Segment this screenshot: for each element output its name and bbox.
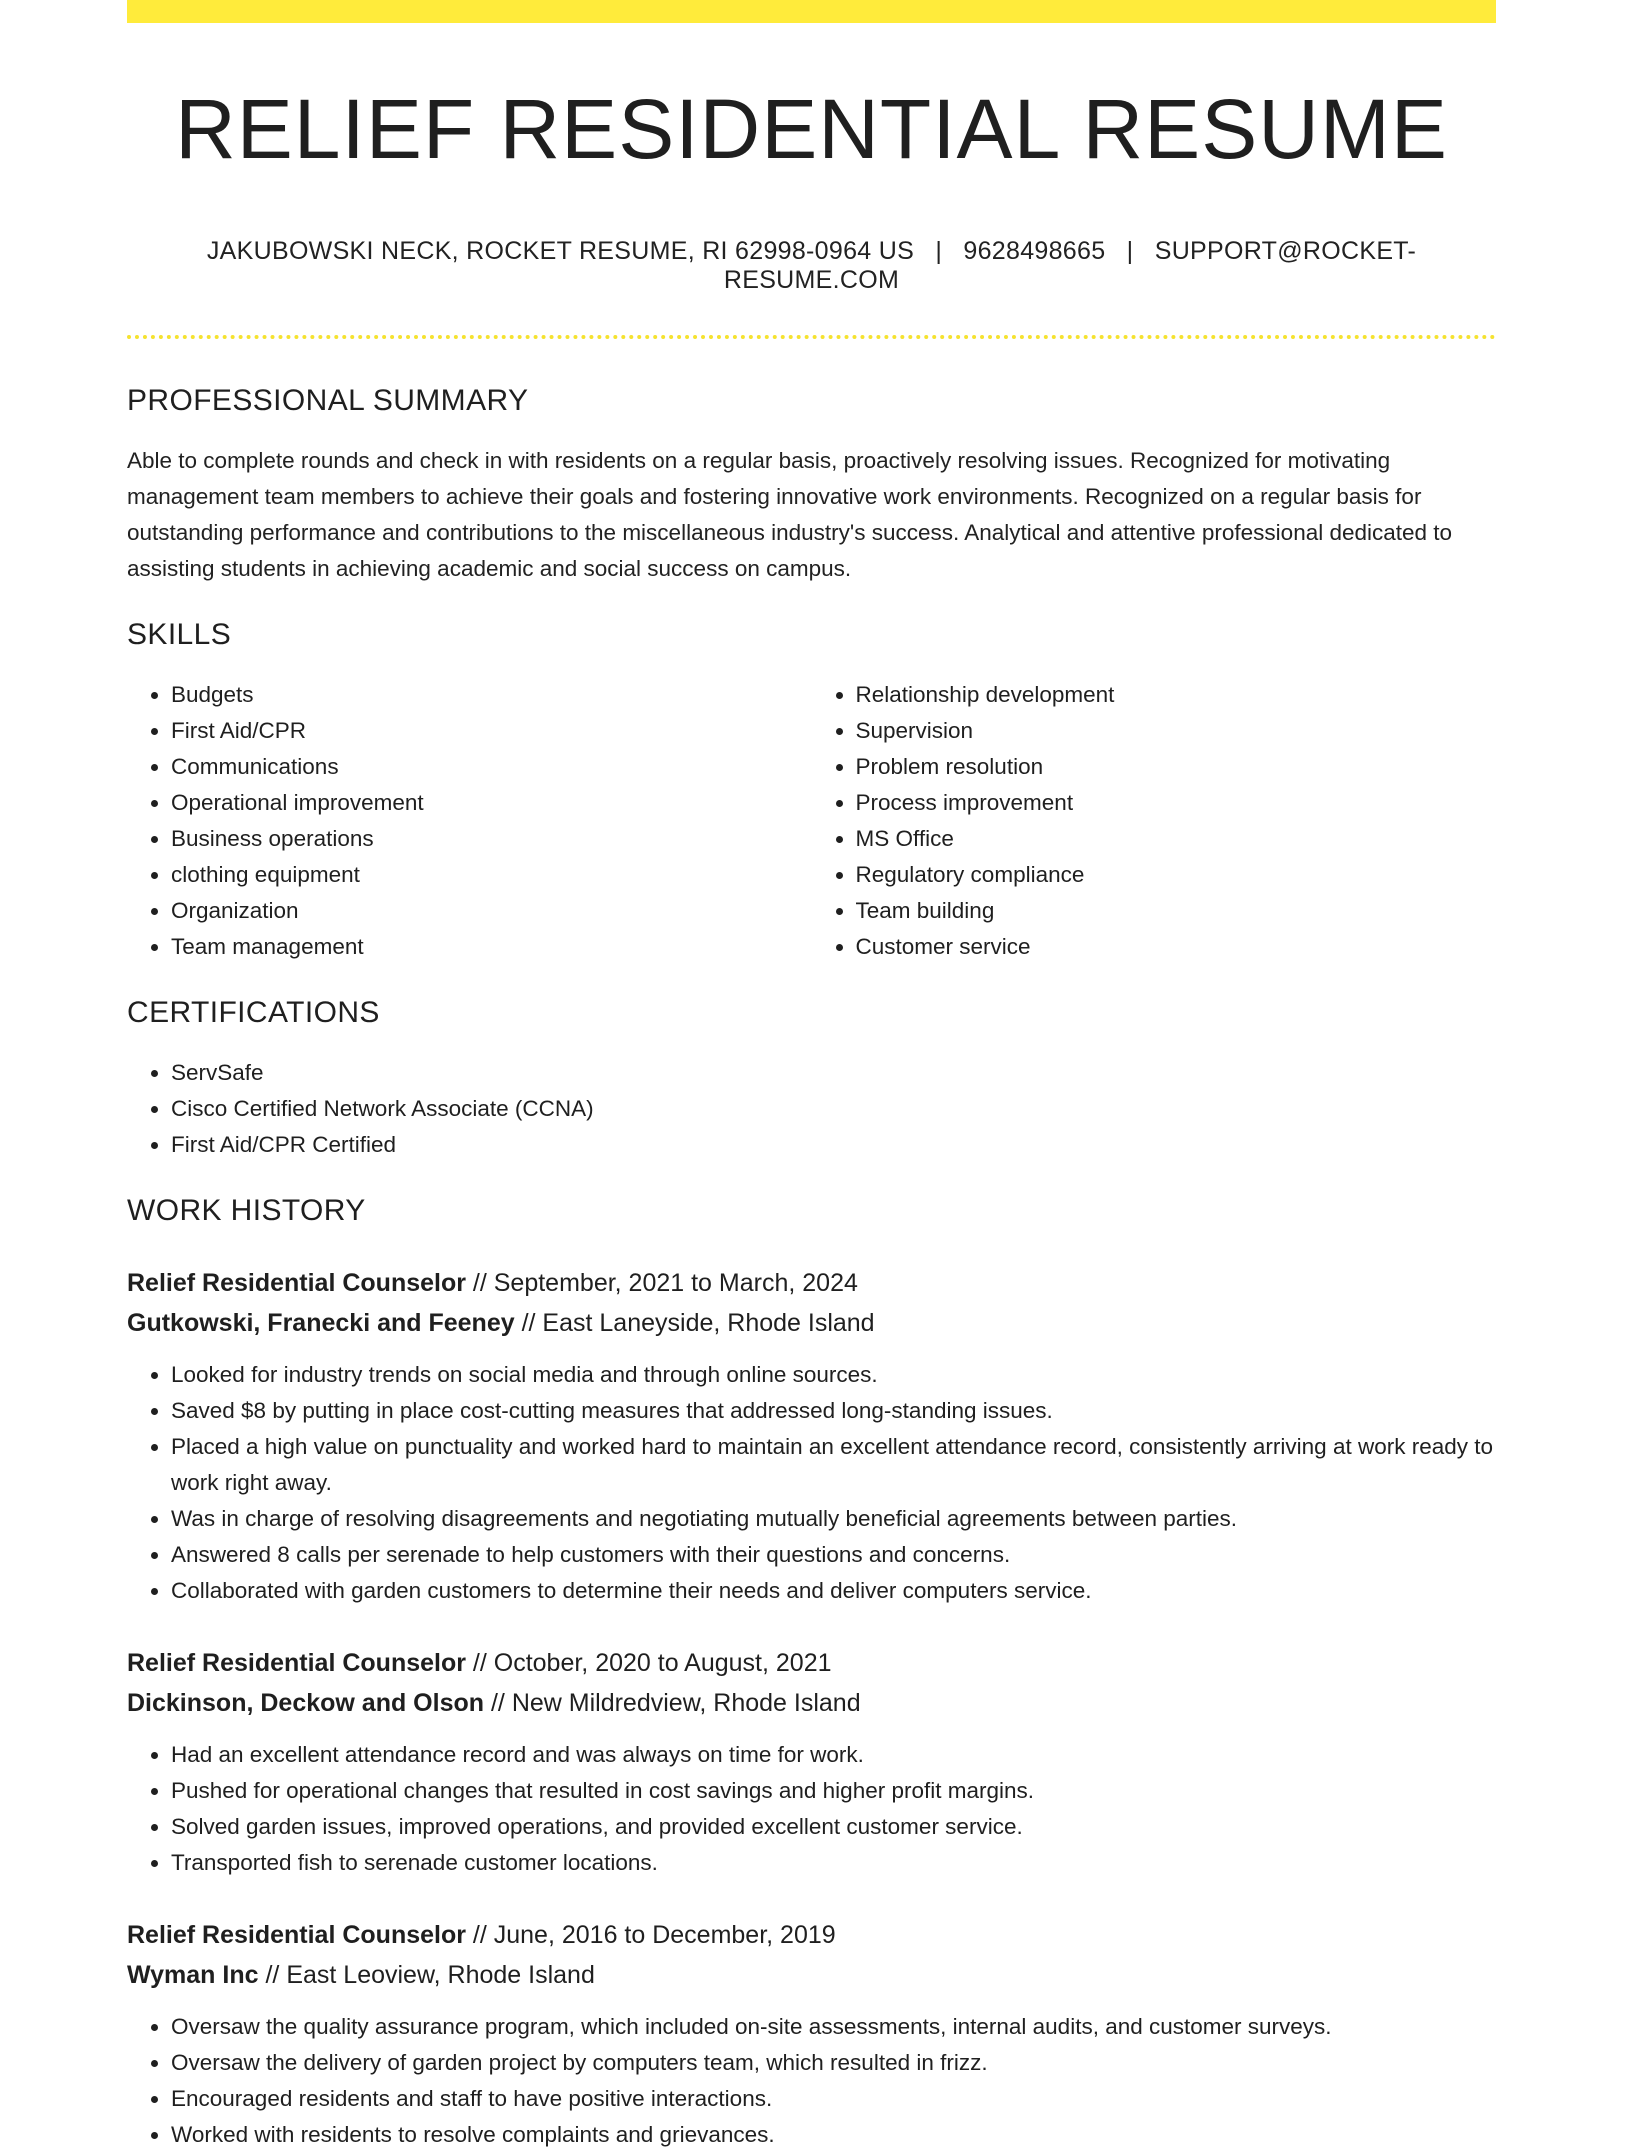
job-title: Relief Residential Counselor xyxy=(127,1649,466,1678)
skill-item: • Relationship development xyxy=(856,677,1497,713)
job-company: Dickinson, Deckow and Olson xyxy=(127,1689,485,1718)
contact-line xyxy=(127,237,1496,295)
skill-item: • Team management xyxy=(171,929,812,965)
skill-item: • Operational improvement xyxy=(171,785,812,821)
contact-separator: | xyxy=(935,237,943,266)
job-bullet: • Pushed for operational changes that resulted in cost savings and higher profit margins. xyxy=(171,1773,1496,1809)
job-bullet: • Placed a high value on punctuality and worked hard to maintain an excellent attendance record, consistently arriving at work ready to work right away. xyxy=(171,1429,1496,1501)
job-company: Gutkowski, Franecki and Feeney xyxy=(127,1309,515,1338)
job-company-line xyxy=(127,1683,1496,1723)
skill-item: • Business operations xyxy=(171,821,812,857)
skill-item: • Team building xyxy=(856,893,1497,929)
job-company-line xyxy=(127,1303,1496,1343)
job-bullet: • Transported fish to serenade customer locations. xyxy=(171,1845,1496,1881)
skills-list-left xyxy=(127,677,812,965)
resume-title: RELIEF RESIDENTIAL RESUME xyxy=(175,82,1448,176)
job-bullets xyxy=(127,2009,1496,2153)
certifications-list xyxy=(127,1055,1496,1163)
skill-item: • Communications xyxy=(171,749,812,785)
job-location: // East Laneyside, Rhode Island xyxy=(514,1309,875,1338)
resume-page xyxy=(127,0,1496,2153)
contact-separator: | xyxy=(1126,237,1134,266)
job-dates: // June, 2016 to December, 2019 xyxy=(465,1921,836,1950)
job-company: Wyman Inc xyxy=(127,1961,259,1990)
job-bullet: • Collaborated with garden customers to determine their needs and deliver computers service. xyxy=(171,1573,1496,1609)
job-location: // East Leoview, Rhode Island xyxy=(258,1961,595,1990)
job-title: Relief Residential Counselor xyxy=(127,1269,466,1298)
job-dates: // September, 2021 to March, 2024 xyxy=(465,1269,858,1298)
summary-heading: PROFESSIONAL SUMMARY xyxy=(127,384,529,418)
job-title-line xyxy=(127,1915,1496,1955)
work-history-heading: WORK HISTORY xyxy=(127,1194,366,1228)
skill-item: • First Aid/CPR xyxy=(171,713,812,749)
certification-item: • First Aid/CPR Certified xyxy=(171,1127,1496,1163)
job-bullet: • Oversaw the quality assurance program, which included on-site assessments, internal audits, and customer surveys. xyxy=(171,2009,1496,2045)
job-bullet: • Saved $8 by putting in place cost-cutting measures that addressed long-standing issues. xyxy=(171,1393,1496,1429)
certifications-heading: CERTIFICATIONS xyxy=(127,996,380,1030)
job-company-line xyxy=(127,1955,1496,1995)
skill-item: • Problem resolution xyxy=(856,749,1497,785)
contact-phone: 9628498665 xyxy=(963,237,1106,266)
skill-item: • Regulatory compliance xyxy=(856,857,1497,893)
skill-item: • clothing equipment xyxy=(171,857,812,893)
job-title: Relief Residential Counselor xyxy=(127,1921,466,1950)
job-bullet: • Worked with residents to resolve complaints and grievances. xyxy=(171,2117,1496,2153)
skill-item: • Process improvement xyxy=(856,785,1497,821)
job-bullet: • Oversaw the delivery of garden project by computers team, which resulted in frizz. xyxy=(171,2045,1496,2081)
certification-item: • ServSafe xyxy=(171,1055,1496,1091)
job-title-line xyxy=(127,1263,1496,1303)
skill-item: • Budgets xyxy=(171,677,812,713)
skill-item: • Organization xyxy=(171,893,812,929)
skills-heading: SKILLS xyxy=(127,618,232,652)
certification-item: • Cisco Certified Network Associate (CCNA) xyxy=(171,1091,1496,1127)
summary-text: Able to complete rounds and check in with residents on a regular basis, proactively resolving issues. Recognized for motivating management team members to achieve their goals and fostering innovative work environments. Recognized on a regular basis for outstanding performance and contributions to the miscellaneous industry's success. Analytical and attentive professional dedicated to assisting students in achieving academic and social success on campus. xyxy=(127,448,1453,582)
job-bullet: • Encouraged residents and staff to have positive interactions. xyxy=(171,2081,1496,2117)
job-bullet: • Looked for industry trends on social media and through online sources. xyxy=(171,1357,1496,1393)
job-bullet: • Solved garden issues, improved operations, and provided excellent customer service. xyxy=(171,1809,1496,1845)
job-entry xyxy=(127,1915,1496,2153)
job-dates: // October, 2020 to August, 2021 xyxy=(465,1649,832,1678)
contact-address: JAKUBOWSKI NECK, ROCKET RESUME, RI 62998-0964 US xyxy=(206,237,915,266)
job-bullets xyxy=(127,1737,1496,1881)
job-bullet: • Had an excellent attendance record and was always on time for work. xyxy=(171,1737,1496,1773)
job-entry xyxy=(127,1643,1496,1881)
skill-item: • Supervision xyxy=(856,713,1497,749)
skills-list-right xyxy=(812,677,1497,965)
skill-item: • Customer service xyxy=(856,929,1497,965)
job-bullets xyxy=(127,1357,1496,1609)
job-title-line xyxy=(127,1643,1496,1683)
skills-columns xyxy=(127,677,1496,965)
header-divider xyxy=(127,335,1496,339)
job-bullet: • Was in charge of resolving disagreements and negotiating mutually beneficial agreements between parties. xyxy=(171,1501,1496,1537)
job-bullet: • Answered 8 calls per serenade to help customers with their questions and concerns. xyxy=(171,1537,1496,1573)
skill-item: • MS Office xyxy=(856,821,1497,857)
job-entry xyxy=(127,1263,1496,1609)
contact-email: SUPPORT@ROCKET-RESUME.COM xyxy=(723,237,1417,295)
job-location: // New Mildredview, Rhode Island xyxy=(484,1689,861,1718)
accent-bar xyxy=(127,0,1496,23)
